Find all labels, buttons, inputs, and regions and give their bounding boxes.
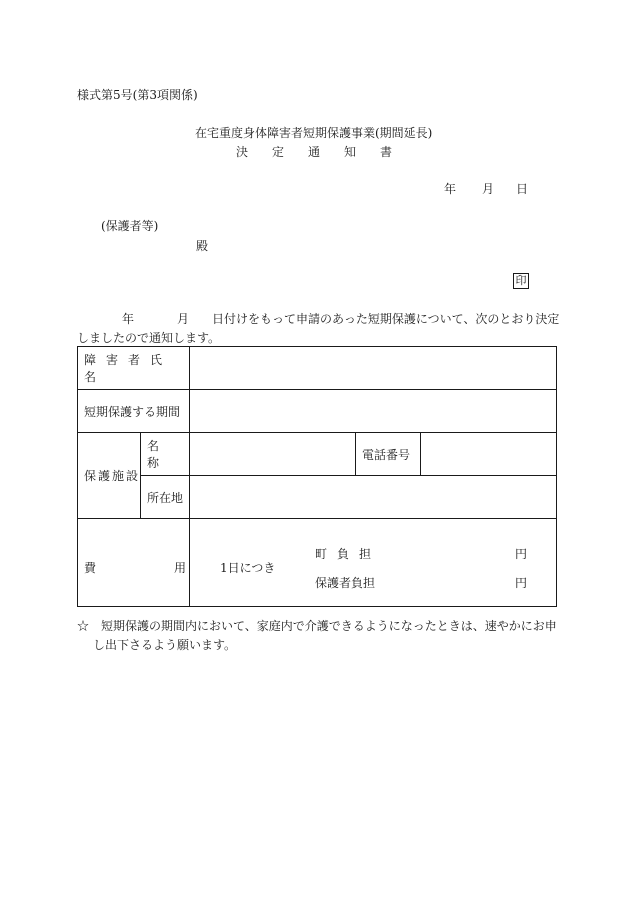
- guardian-burden-label: 保護者負担: [315, 576, 376, 590]
- address-label: 所在地: [141, 476, 190, 519]
- period-row: [78, 390, 557, 433]
- intro-line-1: [122, 310, 559, 327]
- facility-name-row: [78, 433, 557, 476]
- date-year: 年: [444, 182, 457, 196]
- intro-year: 年: [122, 312, 135, 326]
- date-month: 月: [482, 182, 495, 196]
- document-subtitle: 決定通知書: [236, 145, 417, 159]
- facility-label: 保護施設: [78, 433, 141, 519]
- person-name-label: 障害者氏名: [78, 347, 190, 390]
- address-field[interactable]: [190, 476, 557, 519]
- seal-mark: 印: [513, 273, 529, 289]
- addressee-label: (保護者等): [101, 219, 159, 233]
- document-title: 在宅重度身体障害者短期保護事業(期間延長): [195, 126, 433, 140]
- person-name-row: [78, 347, 557, 390]
- date-day: 日: [516, 182, 529, 196]
- person-name-field[interactable]: [190, 347, 557, 390]
- period-field[interactable]: [190, 390, 557, 433]
- fee-label-cell: [78, 519, 190, 607]
- town-burden-label: 町負担: [315, 547, 382, 561]
- fee-detail-cell: [190, 519, 557, 607]
- fee-label-a: 費: [84, 561, 97, 575]
- fee-row: [78, 519, 557, 607]
- intro-line-2: しましたので通知します。: [77, 331, 221, 345]
- town-burden-yen: 円: [515, 547, 528, 561]
- phone-field[interactable]: [421, 433, 557, 476]
- intro-text: 日付けをもって申請のあった短期保護について、次のとおり決定: [212, 312, 560, 326]
- guardian-burden-yen: 円: [515, 576, 528, 590]
- addressee-honorific: 殿: [196, 239, 209, 253]
- facility-address-row: [78, 476, 557, 519]
- note-line-2: し出下さるよう願います。: [93, 638, 237, 652]
- form-number: 様式第5号(第3項関係): [77, 88, 198, 102]
- period-label: 短期保護する期間: [78, 390, 190, 433]
- decision-form-table: [77, 346, 557, 607]
- intro-month: 月: [177, 312, 190, 326]
- note-line-1: ☆ 短期保護の期間内において、家庭内で介護できるようになったときは、速やかにお申: [77, 619, 557, 633]
- facility-name-field[interactable]: [190, 433, 356, 476]
- facility-name-label: 名称: [141, 433, 190, 476]
- phone-label: 電話番号: [356, 433, 421, 476]
- per-day-label: 1日につき: [220, 561, 276, 575]
- fee-label-b: 用: [174, 561, 187, 575]
- issue-date: [444, 180, 528, 197]
